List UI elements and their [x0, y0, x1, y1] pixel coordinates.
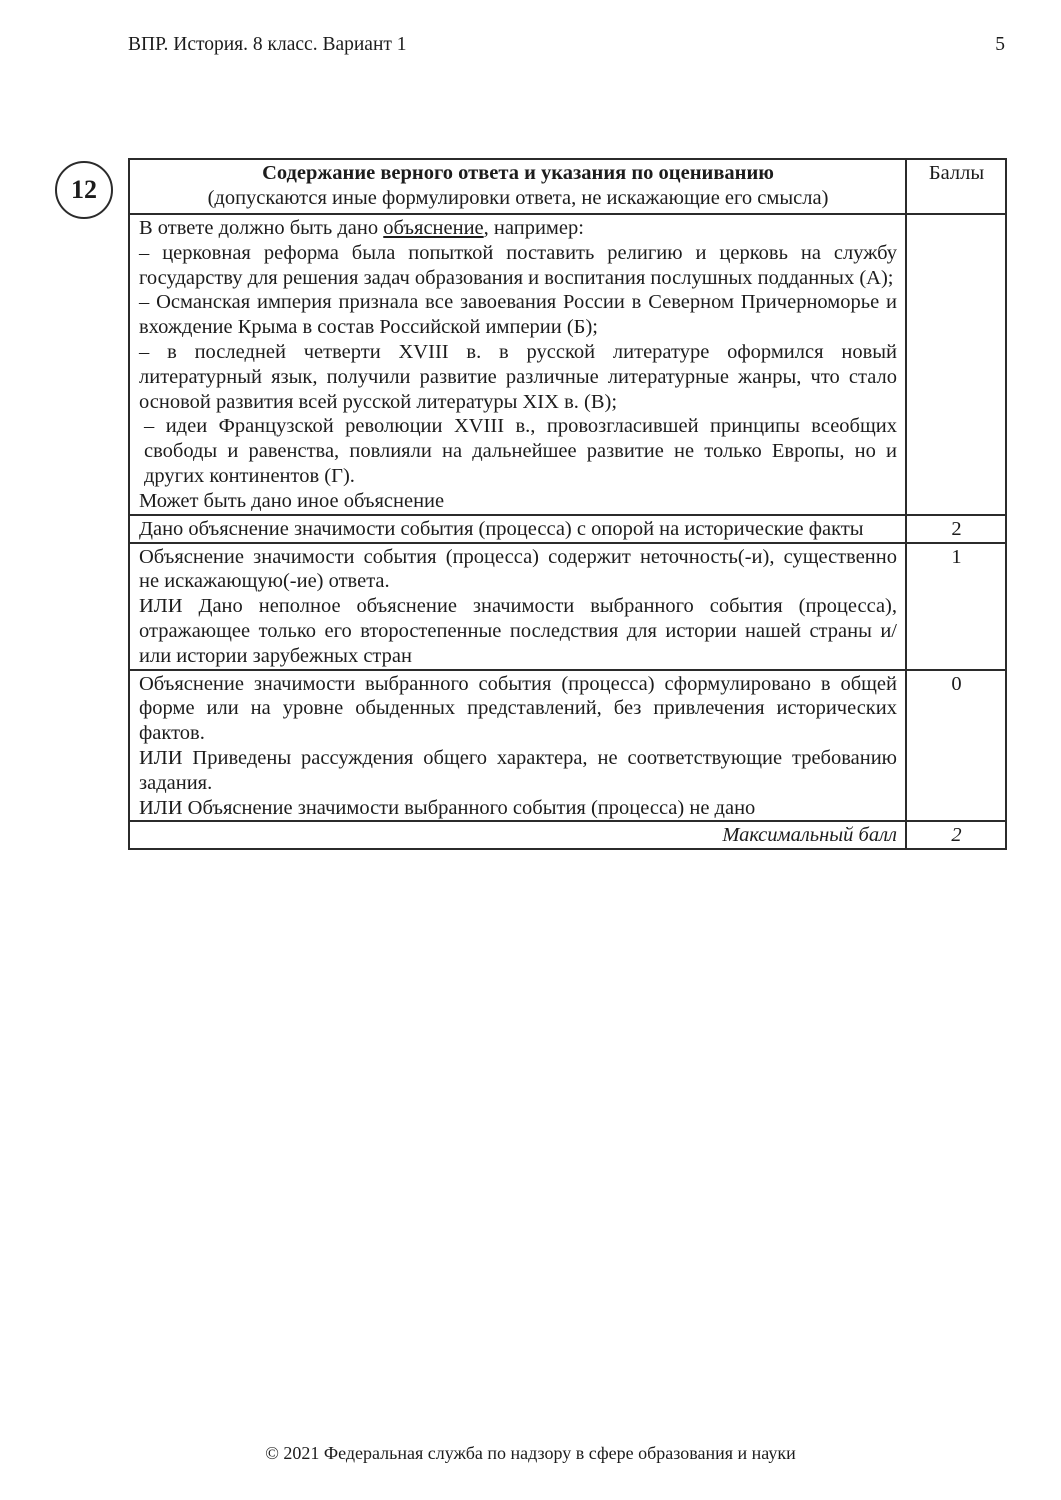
answer-content-row — [129, 214, 1006, 515]
content-header-cell — [129, 159, 906, 214]
content-header-subtitle: (допускаются иные формулировки ответа, не искажающие его смысла) — [207, 186, 829, 209]
criteria-row-score-2 — [129, 515, 1006, 543]
table-header-row — [129, 159, 1006, 214]
answer-points-cell — [906, 214, 1006, 515]
criteria-paragraph: ИЛИ Дано неполное объяснение значимости выбранного события (процесса), отражающее только его второстепенные последствия для истории нашей страны и/или истории зарубежных стран — [139, 595, 897, 667]
points-cell-0: 0 — [906, 670, 1006, 822]
answer-item-v: – в последней четверти XVIII в. в русской литературе оформился новый литературный язык, получили развитие различные литературные жанры, что стало основой развития всей русской литературы XIX в. (В); — [139, 340, 897, 413]
page-footer — [0, 1443, 1061, 1464]
answer-intro-prefix: В ответе должно быть дано — [139, 217, 384, 239]
criteria-paragraph: ИЛИ Приведены рассуждения общего характера, не соответствующие требованию задания. — [139, 746, 897, 794]
page-header — [128, 33, 1005, 57]
underlined-term: объяснение — [383, 217, 484, 239]
document-title: ВПР. История. 8 класс. Вариант 1 — [128, 34, 407, 55]
points-cell-2: 2 — [906, 515, 1006, 543]
content-header-title: Содержание верного ответа и указания по оцениванию — [262, 162, 774, 184]
answer-item-b: – Османская империя признала все завоевания России в Северном Причерноморье и вхождение Крыма в состав Российской империи (Б); — [139, 291, 897, 339]
criteria-row-score-0 — [129, 670, 1006, 822]
criteria-paragraph: Дано объяснение значимости события (процесса) с опорой на исторические факты — [139, 517, 864, 540]
criteria-paragraph: ИЛИ Объяснение значимости выбранного события (процесса) не дано — [139, 796, 756, 819]
criteria-text-cell — [129, 670, 906, 822]
points-header-cell: Баллы — [906, 159, 1006, 214]
criteria-row-score-1 — [129, 543, 1006, 670]
answer-item-a: – церковная реформа была попыткой поставить религию и церковь на службу государству для решения задач образования и воспитания послушных подданных (А); — [139, 241, 897, 289]
max-score-row — [129, 821, 1006, 849]
answer-intro-line — [139, 216, 897, 241]
criteria-text-cell — [129, 543, 906, 670]
answer-item-g: – идеи Французской революции XVIII в., провозгласившей принципы всеобщих свободы и равенства, повлияли на дальнейшее развитие не только Европы, но и других континентов (Г). — [144, 415, 897, 487]
max-score-value: 2 — [906, 821, 1006, 849]
points-cell-1: 1 — [906, 543, 1006, 670]
max-score-label: Максимальный балл — [129, 821, 906, 849]
copyright-text: © 2021 Федеральная служба по надзору в сфере образования и науки — [265, 1443, 796, 1463]
page-number: 5 — [995, 34, 1005, 55]
criteria-paragraph: Объяснение значимости выбранного события (процесса) сформулировано в общей форме или на уровне обыденных представлений, без привлечения исторических фактов. — [139, 672, 897, 745]
question-number: 12 — [71, 175, 97, 204]
answer-content-cell — [129, 214, 906, 515]
criteria-text-cell — [129, 515, 906, 543]
answer-intro-suffix: , например: — [483, 217, 584, 239]
scoring-rubric-table — [128, 158, 1007, 850]
answer-closing-line: Может быть дано иное объяснение — [139, 489, 445, 512]
criteria-paragraph: Объяснение значимости события (процесса) содержит неточность(-и), существенно не искажающую(-ие) ответа. — [139, 545, 897, 593]
question-number-badge — [55, 161, 113, 219]
